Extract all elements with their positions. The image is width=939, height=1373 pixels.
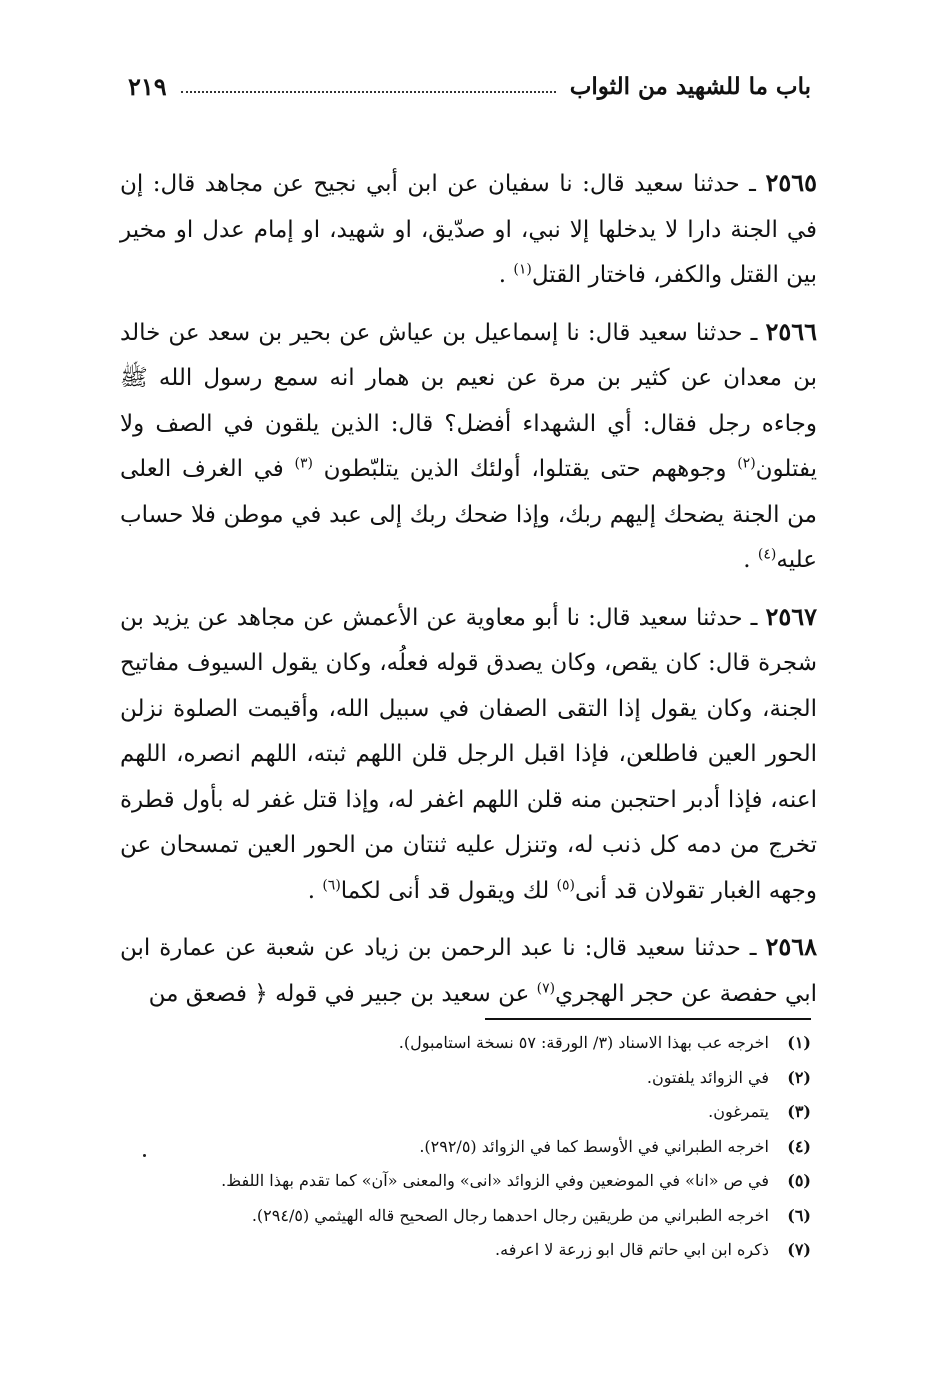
footnote-number: (٣)	[787, 1102, 811, 1121]
running-header	[128, 66, 811, 106]
footnote-item	[120, 1095, 811, 1130]
hadith-text-continued: وجوههم حتى يقتلوا، أولئك الذين يتلبّطون	[323, 456, 727, 482]
hadith-number: ٢٥٦٥	[765, 168, 817, 197]
chapter-title: باب ما للشهيد من الثواب	[569, 72, 811, 100]
footnote-number: (٦)	[787, 1205, 811, 1225]
hadith-tail: .	[307, 877, 315, 904]
hadith-text-continued: عن سعيد بن جبير في قوله ﴿ فصعق من	[148, 980, 530, 1007]
main-text	[120, 160, 817, 1027]
footnote-text: اخرجه الطبراني في الأوسط كما في الزوائد (٢٩٢/٥).	[419, 1136, 769, 1156]
footnote-text: ذكره ابن ابي حاتم قال ابو زرعة لا اعرفه.	[495, 1240, 769, 1259]
hadith-text-continued: لك ويقول قد أنى لكما	[340, 877, 550, 904]
footnote-text: اخرجه الطبراني من طريقين رجال احدهما رجال الصحيح قاله الهيثمي (٢٩٤/٥).	[251, 1205, 769, 1225]
hadith-text: ـ حدثنا سعيد قال: نا إسماعيل بن عياش عن بحير بن سعد عن خالد بن معدان عن كثير بن مرة عن نعيم بن همار انه سمع رسول الله ﷺ وجاءه رجل فقال: أي الشهداء أفضل؟ قال: الذين يلقون في الصف ولا يفتلون	[120, 319, 818, 482]
footnote-number: (٧)	[787, 1240, 811, 1259]
hadith-number: ٢٥٦٦	[765, 316, 817, 346]
footnote-marker: (٤)	[757, 546, 777, 563]
hadith-tail: .	[498, 262, 507, 288]
footnote-item	[120, 1233, 811, 1268]
footnote-number: (٤)	[787, 1136, 811, 1156]
footnote-item	[120, 1199, 811, 1234]
footnote-text: اخرجه عب بهذا الاسناد (٣/ الورقة: ٥٧ نسخة استامبول).	[398, 1033, 769, 1052]
footnote-marker: (٧)	[536, 979, 556, 996]
hadith-text: ـ حدثنا سعيد قال: نا سفيان عن ابن أبي نجيح عن مجاهد قال: إن في الجنة دارا لا يدخلها إلا نبي، او صدّيق، او شهيد، او إمام عدل او مخير بين القتل والكفر، فاختار القتل	[120, 171, 817, 288]
hadith-number: ٢٥٦٧	[765, 601, 818, 631]
footnote-text: في ص «انا» في الموضعين وفي الزوائد «انى» والمعنى «آن» كما تقدم بهذا اللفظ.	[221, 1171, 769, 1190]
hadith-tail: .	[743, 547, 751, 573]
footnote-divider	[485, 1018, 811, 1020]
hadith-2568	[120, 924, 817, 1017]
hadith-2566	[120, 309, 817, 584]
hadith-2567	[120, 594, 817, 915]
footnote-text: في الزوائد يلفتون.	[646, 1067, 769, 1087]
footnote-number: (٢)	[787, 1067, 811, 1087]
header-dotted-leader	[181, 91, 556, 93]
hadith-text-continued: في الغرف العلى من الجنة يضحك إليهم ربك، وإذا ضحك ربك إلى عبد في موطن فلا حساب عليه	[120, 456, 817, 573]
footnote-marker: (٦)	[322, 876, 341, 893]
footnotes	[120, 1026, 811, 1268]
hadith-2565	[120, 160, 817, 299]
footnote-marker: (٣)	[294, 455, 313, 472]
footnote-marker: (٥)	[556, 876, 575, 893]
footnote-marker: (١)	[513, 261, 532, 278]
footnote-number: (٥)	[787, 1171, 811, 1190]
footnote-marker: (٢)	[737, 455, 756, 472]
hadith-number: ٢٥٦٨	[765, 932, 818, 961]
footnote-item	[120, 1026, 811, 1061]
footnote-number: (١)	[787, 1033, 811, 1052]
footnote-item	[120, 1164, 811, 1199]
footnote-text: يتمرغون.	[708, 1102, 769, 1121]
hadith-text: ـ حدثنا سعيد قال: نا أبو معاوية عن الأعمش عن مجاهد عن يزيد بن شجرة قال: كان يقص، وكان يصدق قوله فعلُه، وكان يقول السيوف مفاتيح الجنة، وكان يقول إذا التقى الصفان في سبيل الله، وأقيمت الصلوة نزلن الحور العين فاطلعن، فإذا اقبل الرجل قلن اللهم ثبته، اللهم انصره، اللهم اعنه، فإذا أدبر احتجبن منه قلن اللهم اغفر له، وإذا قتل غفر له بأول قطرة تخرج من دمه كل ذنب له، وتنزل عليه ثنتان من الحور العين تمسحان عن وجهه الغبار تقولان قد أنى	[120, 604, 817, 904]
hadith-text: ـ حدثنا سعيد قال: نا عبد الرحمن بن زياد عن شعبة عن عمارة ابن ابي حفصة عن حجر الهجري	[120, 935, 817, 1007]
footnote-item	[120, 1061, 811, 1096]
page-number: ٢١٩	[128, 71, 167, 101]
footnote-item	[120, 1130, 811, 1165]
print-speck	[143, 1154, 146, 1157]
